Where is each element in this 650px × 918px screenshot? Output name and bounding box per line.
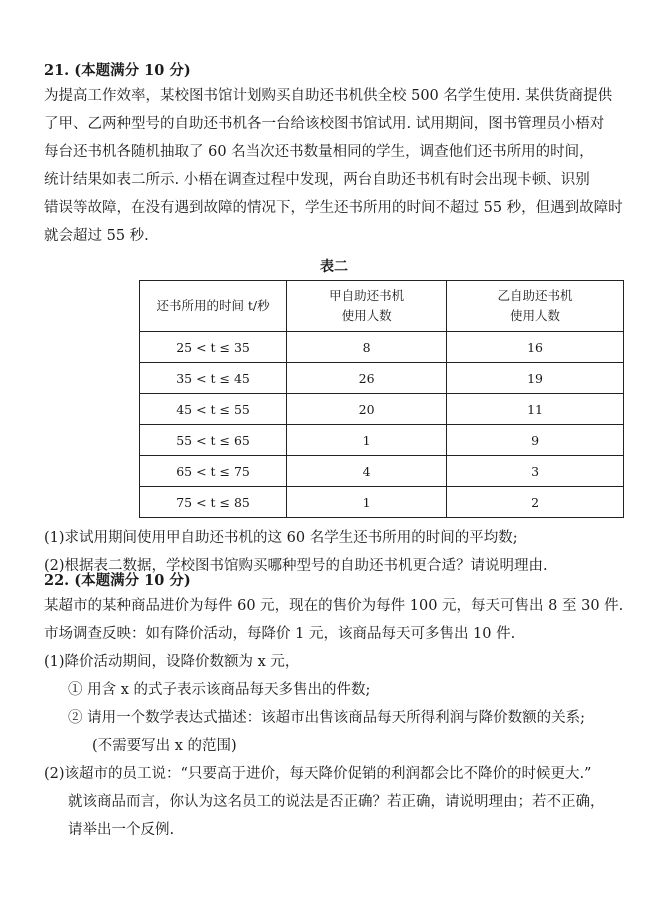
table-cell: 1: [287, 487, 447, 518]
table-row: [140, 487, 624, 518]
table-row: [140, 456, 624, 487]
table-cell: 55 < t ≤ 65: [140, 425, 287, 456]
question-21: [44, 60, 624, 580]
question-22: [44, 570, 624, 844]
table-row: [140, 394, 624, 425]
question-21-line: 了甲、乙两种型号的自助还书机各一台给该校图书馆试用. 试用期间，图书管理员小梧对: [44, 116, 605, 132]
question-22-header: 22. (本题满分 10 分): [44, 572, 191, 589]
table-cell: 8: [287, 332, 447, 363]
sub-question-2-line: 就该商品而言，你认为这名员工的说法是否正确？若正确，请说明理由；若不正确，: [68, 794, 605, 810]
data-table: [139, 280, 624, 518]
sub-question-2: (2)该超市的员工说：“只要高于进价，每天降价促销的利润都会比不降价的时候更大.”: [44, 766, 592, 782]
sub-question-1: (1)求试用期间使用甲自助还书机的这 60 名学生还书所用的时间的平均数;: [44, 530, 518, 546]
table-cell: 20: [287, 394, 447, 425]
table-cell: 9: [447, 425, 624, 456]
table-caption: 表二: [320, 259, 348, 275]
sub-question-1b-note: (不需要写出 x 的范围): [92, 738, 237, 754]
table-header-text: 使用人数: [341, 308, 392, 323]
table-header-text: 还书所用的时间 t/秒: [156, 298, 270, 313]
table-cell: 65 < t ≤ 75: [140, 456, 287, 487]
sub-question-1b: ② 请用一个数学表达式描述：该超市出售该商品每天所得利润与降价数额的关系;: [68, 710, 585, 726]
table-cell: 19: [447, 363, 624, 394]
question-21-line: 每台还书机各随机抽取了 60 名当次还书数量相同的学生，调查他们还书所用的时间，: [44, 144, 594, 160]
question-22-line: 市场调查反映：如有降价活动，每降价 1 元，该商品每天可多售出 10 件.: [44, 626, 516, 642]
question-21-body: [44, 82, 624, 250]
question-21-line: 错误等故障，在没有遇到故障的情况下，学生还书所用的时间不超过 55 秒，但遇到故障时: [44, 200, 623, 216]
table-header-cell: [140, 281, 287, 332]
table-header-text: 使用人数: [510, 308, 561, 323]
table-cell: 11: [447, 394, 624, 425]
question-21-line: 为提高工作效率，某校图书馆计划购买自助还书机供全校 500 名学生使用. 某供货商提供: [44, 88, 613, 104]
table-cell: 25 < t ≤ 35: [140, 332, 287, 363]
table-header-cell: [287, 281, 447, 332]
table-cell: 45 < t ≤ 55: [140, 394, 287, 425]
sub-question-1: (1)降价活动期间，设降价数额为 x 元，: [44, 654, 300, 670]
table-cell: 3: [447, 456, 624, 487]
sub-question-1a: ① 用含 x 的式子表示该商品每天多售出的件数;: [68, 682, 371, 698]
table-cell: 16: [447, 332, 624, 363]
sub-question-2: (2)根据表二数据，学校图书馆购买哪种型号的自助还书机更合适？请说明理由.: [44, 558, 548, 574]
table-header-row: [140, 281, 624, 332]
question-21-header: 21. (本题满分 10 分): [44, 62, 191, 79]
question-21-line: 统计结果如表二所示. 小梧在调查过程中发现，两台自助还书机有时会出现卡顿、识别: [44, 172, 590, 188]
sub-question-2-line: 请举出一个反例.: [68, 822, 175, 838]
table-cell: 1: [287, 425, 447, 456]
table-cell: 4: [287, 456, 447, 487]
table-row: [140, 425, 624, 456]
question-22-line: 某超市的某种商品进价为每件 60 元，现在的售价为每件 100 元，每天可售出 8 至 30 件.: [44, 598, 624, 614]
table-cell: 2: [447, 487, 624, 518]
table-header-text: 甲自助还书机: [329, 288, 405, 303]
question-21-line: 就会超过 55 秒.: [44, 228, 149, 244]
table-row: [140, 332, 624, 363]
table-header-text: 乙自助还书机: [497, 288, 573, 303]
table-cell: 35 < t ≤ 45: [140, 363, 287, 394]
table-header-cell: [447, 281, 624, 332]
table-row: [140, 363, 624, 394]
table-cell: 75 < t ≤ 85: [140, 487, 287, 518]
table-cell: 26: [287, 363, 447, 394]
